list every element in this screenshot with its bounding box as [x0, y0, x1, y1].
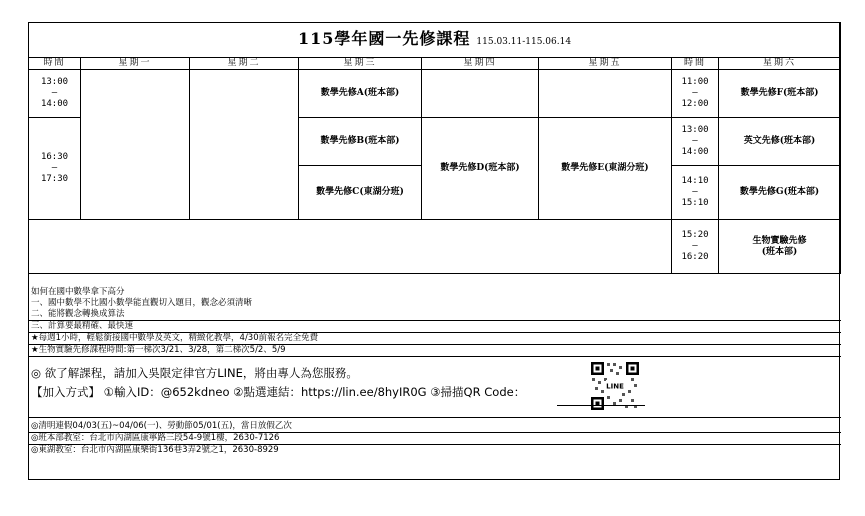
title-dates: 115.03.11-115.06.14	[476, 36, 572, 47]
note-free-trial: ★每週1小時，輕鬆銜接國中數學及英文，精緻化教學，4/30前報名完全免費	[29, 333, 841, 345]
note-point-1: 一、國中數學不比國小數學能直觀切入題目，觀念必須清晰	[31, 298, 253, 308]
note-biology-schedule: ★生物實驗先修課程時間:第一梯次3/21、3/28，第二梯次5/2、5/9	[29, 345, 841, 357]
time-slot-1300: 13:00 – 14:00	[29, 70, 81, 118]
header-time-right: 時間	[672, 58, 719, 70]
weekday-empty-bottom	[29, 220, 672, 274]
note-point-3: 三、計算要最精確、最快速	[29, 321, 841, 333]
friday-empty-top	[539, 70, 672, 118]
course-math-g: 數學先修G(班本部)	[719, 166, 841, 220]
note-point-2: 二、能將觀念轉換成算法	[29, 309, 841, 321]
header-thursday: 星期四	[422, 58, 539, 70]
line-join-box	[29, 357, 841, 418]
time-slot-1520: 15:20 – 16:20	[672, 220, 719, 274]
thursday-empty-top	[422, 70, 539, 118]
course-math-c: 數學先修C(東湖分班)	[299, 166, 422, 220]
header-friday: 星期五	[539, 58, 672, 70]
header-wednesday: 星期三	[299, 58, 422, 70]
footer-main-campus: ◎班本部教室：台北市內湖區康寧路三段54-9號1樓，2630-7126	[29, 433, 841, 445]
header-time-left: 時間	[29, 58, 81, 70]
course-math-d: 數學先修D(班本部)	[422, 118, 539, 220]
title-cell	[29, 23, 841, 58]
join-intro: ◎ 欲了解課程，請加入吳限定律官方LINE，將由專人為您服務。	[31, 366, 358, 380]
notes-section	[29, 286, 841, 456]
course-math-b: 數學先修B(班本部)	[299, 118, 422, 166]
monday-empty	[81, 70, 190, 220]
time-slot-1630: 16:30 – 17:30	[29, 118, 81, 220]
schedule-sheet	[28, 22, 840, 480]
notes-heading: 如何在國中數學拿下高分	[31, 287, 125, 297]
time-slot-1300-sat: 13:00 – 14:00	[672, 118, 719, 166]
time-slot-1100: 11:00 – 12:00	[672, 70, 719, 118]
time-slot-1410: 14:10 – 15:10	[672, 166, 719, 220]
join-methods: 【加入方式】 ①輸入ID：@652kdneo ②點選連結：https://lin.ee/8hyIR0G ③掃描QR Code：	[31, 385, 526, 399]
course-math-f: 數學先修F(班本部)	[719, 70, 841, 118]
header-saturday: 星期六	[719, 58, 841, 70]
footer-donghu-campus: ◎東湖教室：台北市內湖區康樂街136巷3弄2號之1，2630-8929	[31, 445, 279, 455]
footer-holiday: ◎清明連假04/03(五)~04/06(一)、勞動節05/01(五)，當日放假乙次	[29, 421, 841, 433]
course-math-e: 數學先修E(東湖分班)	[539, 118, 672, 220]
page-title: 115學年國一先修課程	[298, 28, 471, 48]
course-biology-lab: 生物實驗先修 (班本部)	[719, 220, 841, 274]
qr-underline	[557, 405, 645, 406]
header-monday: 星期一	[81, 58, 190, 70]
header-tuesday: 星期二	[190, 58, 299, 70]
svg-text:LINE: LINE	[606, 382, 624, 391]
course-math-a: 數學先修A(班本部)	[299, 70, 422, 118]
course-english: 英文先修(班本部)	[719, 118, 841, 166]
tuesday-empty	[190, 70, 299, 220]
schedule-table	[28, 22, 841, 274]
